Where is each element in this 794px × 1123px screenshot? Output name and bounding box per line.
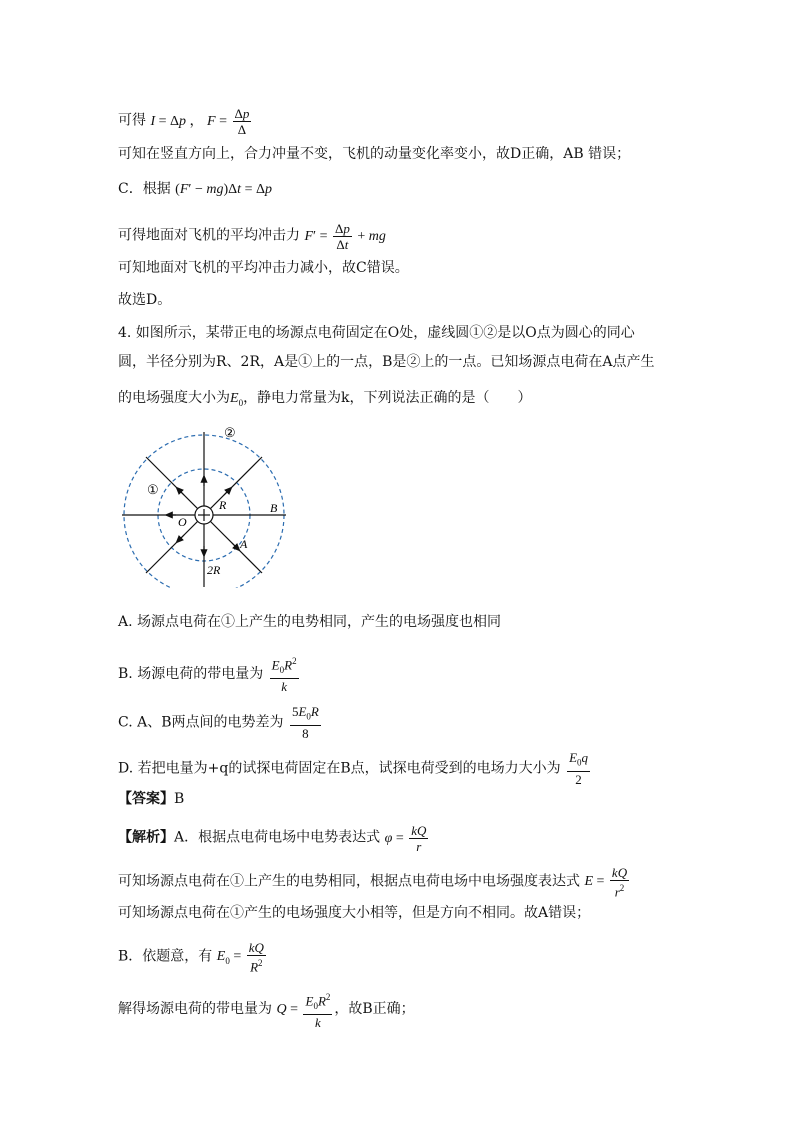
option-a: A. 场源点电荷在①上产生的电势相同，产生的电场强度也相同 <box>118 614 502 630</box>
text-a: 的电场强度大小为 <box>118 390 230 406</box>
option-b <box>118 654 301 694</box>
text-prefix: 可得地面对飞机的平均冲击力 <box>118 227 300 244</box>
fraction: $\frac{\Delta p}{\Delta t}$ <box>334 221 350 252</box>
answer-value: B <box>174 791 185 807</box>
fraction: $\frac{\Delta p}{\Delta}$ <box>234 106 250 137</box>
formula-momentum: (F′ − mg)Δt = Δp <box>175 182 272 197</box>
line-choice: 故选D。 <box>118 292 172 308</box>
analysis-line-1 <box>118 823 430 854</box>
label-b: B <box>270 501 278 515</box>
option-c <box>118 704 323 741</box>
question-4-line-1: 4. 如图所示，某带正电的场源点电荷固定在O处，虚线圆①②是以O点为圆心的同心 <box>118 325 635 341</box>
analysis-label: 【解析】 <box>118 829 174 846</box>
line-conclusion-c: 可知地面对飞机的平均冲击力减小，故C错误。 <box>118 260 409 276</box>
analysis-line-3: 可知场源点电荷在①产生的电场强度大小相等，但是方向不相同。故A错误； <box>118 905 591 921</box>
fraction: $\frac{5E_0R}{8}$ <box>291 704 319 741</box>
analysis-line-4 <box>118 940 268 974</box>
text-prefix: C．根据 <box>118 181 171 197</box>
text-b: ，故B正确； <box>334 1001 415 1018</box>
text-prefix: 可得 <box>118 112 146 129</box>
line-impulse <box>118 106 253 137</box>
text: A．根据点电荷电场中电势表达式 <box>174 829 381 846</box>
text: B. 场源电荷的带电量为 <box>118 665 264 682</box>
text: C. A、B两点间的电势差为 <box>118 714 284 731</box>
label-r: R <box>219 498 227 512</box>
text: D. 若把电量为+q的试探电荷固定在B点，试探电荷受到的电场力大小为 <box>118 760 561 777</box>
fraction: $\frac{E_0R^2}{k}$ <box>271 656 297 694</box>
field-diagram <box>118 422 290 588</box>
formula-field: E = $\frac{kQ}{r^2}$ <box>584 865 628 900</box>
text: B．依题意，有 <box>118 948 213 965</box>
label-o: O <box>178 515 187 529</box>
formula-potential: φ = $\frac{kQ}{r}$ <box>384 823 427 854</box>
label-a: A <box>240 537 248 551</box>
fraction: $\frac{E_0q}{2}$ <box>569 750 589 787</box>
fraction: $\frac{E_0R^2}{k}$ <box>305 992 331 1030</box>
symbol-e0: $E_0$ <box>230 391 244 408</box>
question-4-line-3 <box>118 388 532 413</box>
line-conclusion-d: 可知在竖直方向上，合力冲量不变，飞机的动量变化率变小，故D正确，AB 错误； <box>118 146 631 162</box>
answer-label: 【答案】 <box>118 791 174 807</box>
label-circle-1: ① <box>147 482 159 497</box>
formula-force: F′ = $\frac{\Delta p}{\Delta t}$ + mg <box>304 221 386 252</box>
answer <box>118 789 184 809</box>
label-circle-2: ② <box>224 425 236 440</box>
formula-charge: Q = $\frac{E_0R^2}{k}$ <box>276 992 331 1030</box>
text-a: 解得场源电荷的带电量为 <box>118 1001 272 1018</box>
text: 可知场源点电荷在①上产生的电势相同，根据点电荷电场中电场强度表达式 <box>118 873 580 890</box>
question-4-line-2: 圆，半径分别为R、2R，A是①上的一点，B是②上的一点。已知场源点电荷在A点产生 <box>118 354 655 370</box>
formula-impulse: I = Δp ， F = $\frac{\Delta p}{\Delta}$ <box>150 106 250 137</box>
analysis-line-5 <box>118 990 415 1030</box>
line-average-force <box>118 221 386 252</box>
line-c-basis <box>118 179 272 200</box>
fraction: $\frac{kQ}{r}$ <box>411 823 427 854</box>
option-d <box>118 750 592 787</box>
analysis-line-2 <box>118 865 631 899</box>
label-2r: 2R <box>207 563 221 577</box>
fraction: $\frac{kQ}{R^2}$ <box>248 940 264 975</box>
formula-e0: $E_0$ = $\frac{kQ}{R^2}$ <box>216 940 264 975</box>
text-b: ，静电力常量为k，下列说法正确的是（ ） <box>243 390 532 406</box>
fraction: $\frac{kQ}{r^2}$ <box>611 865 628 900</box>
